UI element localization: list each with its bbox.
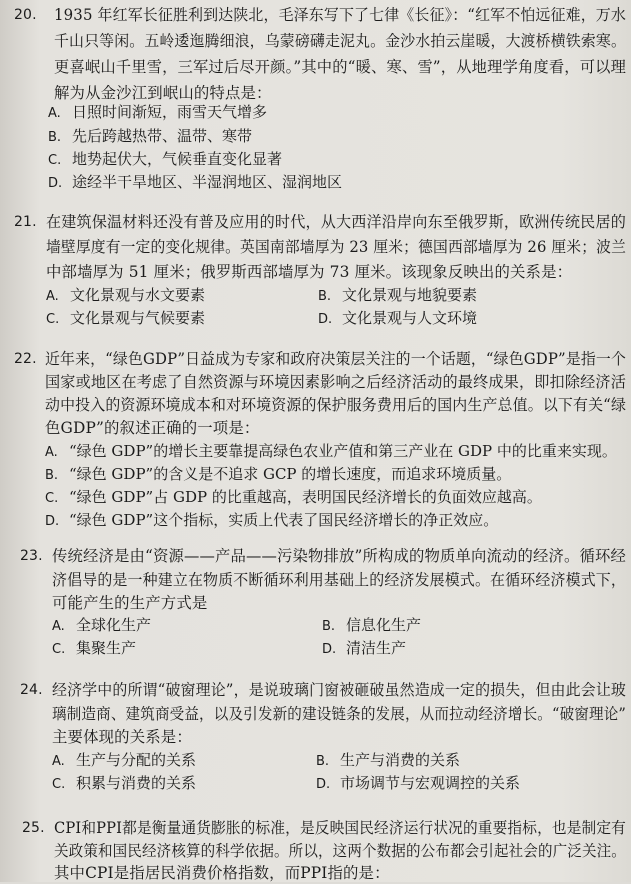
option-letter: B. — [48, 130, 62, 145]
option-letter: B. — [322, 619, 336, 634]
option-a — [45, 440, 617, 464]
option-c — [48, 148, 282, 172]
option-d — [318, 307, 477, 331]
option-b — [322, 614, 421, 638]
question-number: 20. — [14, 7, 37, 23]
option-a — [52, 749, 196, 773]
option-text: 集聚生产 — [76, 639, 137, 657]
option-text: 市场调节与宏观调控的关系 — [340, 774, 521, 792]
option-letter: A. — [48, 106, 61, 121]
question-number: 25. — [22, 820, 45, 836]
option-letter: A. — [52, 754, 65, 769]
question-text-line: 济倡导的是一种建立在物质不断循环利用基础上的经济发展模式。在循环经济模式下， — [52, 571, 627, 589]
option-a — [46, 284, 205, 308]
option-text: 生产与分配的关系 — [76, 751, 197, 769]
option-text: “绿色 GDP”占 GDP 的比重越高，表明国民经济增长的负面效应越高。 — [69, 488, 542, 506]
option-letter: C. — [48, 153, 62, 168]
option-d — [45, 509, 498, 533]
option-text: 文化景观与气候要素 — [70, 309, 206, 327]
option-a — [48, 101, 267, 125]
question-text-line: 近年来，“绿色GDP”日益成为专家和政府决策层关注的一个话题，“绿色GDP”是指一个 — [45, 350, 626, 368]
option-text: “绿色 GDP”的含义是不追求 GCP 的增长速度，而追求环境质量。 — [69, 465, 512, 483]
question-text-line: 其中CPI是指居民消费价格指数，而PPI指的是： — [54, 864, 390, 882]
question-number: 23. — [20, 548, 43, 564]
option-letter: A. — [46, 289, 59, 304]
option-d — [322, 637, 406, 661]
question-text-line: 可能产生的生产方式是 — [52, 594, 208, 612]
option-text: 积累与消费的关系 — [76, 774, 197, 792]
question-text-line: 关政策和国民经济核算的科学依据。所以，这两个数据的公布都会引起社会的广泛关注。 — [54, 842, 626, 860]
option-text: “绿色 GDP”这个指标，实质上代表了国民经济增长的净正效应。 — [69, 511, 499, 529]
question-text-line: 解为从金沙江到岷山的特点是： — [54, 84, 272, 102]
option-letter: B. — [316, 754, 330, 769]
question-text-line: 主要体现的关系是： — [52, 728, 192, 746]
question-text-line: 千山只等闲。五岭逶迤腾细浪，乌蒙磅礴走泥丸。金沙水拍云崖暖，大渡桥横铁索寒。 — [54, 32, 627, 50]
option-text: 文化景观与人文环境 — [342, 309, 478, 327]
option-letter: A. — [52, 619, 65, 634]
question-text-line: 在建筑保温材料还没有普及应用的时代，从大西洋沿岸向东至俄罗斯，欧洲传统民居的 — [46, 213, 626, 231]
option-letter: D. — [45, 514, 60, 529]
option-letter: B. — [45, 468, 59, 483]
option-b — [318, 284, 477, 308]
option-text: 途经半干旱地区、半湿润地区、湿润地区 — [72, 173, 343, 191]
question-text-line: 国家或地区在考虑了自然资源与环境因素影响之后经济活动的最终成果，即扣除经济活 — [45, 373, 626, 391]
question-text-line: 墙壁厚度有一定的变化规律。英国南部墙厚为 23 厘米；德国西部墙厚为 26 厘米；波兰 — [46, 238, 627, 256]
question-text-line: 更喜岷山千里雪，三军过后尽开颜。”其中的“暖、寒、雪”，从地理学角度看，可以理 — [54, 58, 627, 76]
option-text: 文化景观与水文要素 — [70, 286, 206, 304]
option-c — [46, 307, 205, 331]
option-text: 日照时间渐短，雨雪天气增多 — [72, 103, 268, 121]
option-letter: A. — [45, 445, 58, 460]
option-letter: B. — [318, 289, 332, 304]
option-text: 信息化生产 — [346, 616, 422, 634]
question-text-line: 色GDP”的叙述正确的一项是： — [45, 419, 260, 437]
option-letter: C. — [52, 777, 66, 792]
question-text-line: CPI和PPI都是衡量通货膨胀的标准，是反映国民经济运行状况的重要指标，也是制定有 — [54, 819, 626, 837]
option-d — [48, 171, 342, 195]
option-d — [316, 772, 520, 796]
option-letter: D. — [322, 642, 337, 657]
question-number: 22. — [14, 351, 37, 367]
question-text-line: 1935 年红军长征胜利到达陕北，毛泽东写下了七律《长征》：“红军不怕远征难，万水 — [54, 6, 626, 24]
option-b — [316, 749, 460, 773]
option-text: “绿色 GDP”的增长主要靠提高绿色农业产值和第三产业在 GDP 中的比重来实现。 — [69, 442, 617, 460]
question-text-line: 传统经济是由“资源——产品——污染物排放”所构成的物质单向流动的经济。循环经 — [52, 547, 627, 565]
option-text: 地势起伏大，气候垂直变化显著 — [72, 150, 283, 168]
question-text-line: 动中投入的资源环境成本和对环境资源的保护服务费用后的国内生产总值。以下有关“绿 — [45, 396, 627, 414]
option-text: 先后跨越热带、温带、寒带 — [72, 127, 253, 145]
option-text: 全球化生产 — [76, 616, 152, 634]
question-text-line: 璃制造商、建筑商受益，以及引发新的建设链条的发展，从而拉动经济增长。“破窗理论” — [52, 705, 627, 723]
option-c — [45, 486, 542, 510]
option-b — [45, 463, 511, 487]
question-number: 24. — [20, 682, 43, 698]
option-letter: D. — [318, 312, 333, 327]
option-letter: D. — [48, 176, 63, 191]
option-text: 生产与消费的关系 — [340, 751, 461, 769]
option-c — [52, 772, 196, 796]
question-text-line: 中部墙厚为 51 厘米；俄罗斯西部墙厚为 73 厘米。该现象反映出的关系是： — [46, 263, 573, 281]
option-letter: C. — [45, 491, 59, 506]
option-text: 文化景观与地貌要素 — [342, 286, 478, 304]
question-number: 21. — [14, 214, 37, 230]
option-letter: D. — [316, 777, 331, 792]
option-text: 清洁生产 — [346, 639, 407, 657]
option-c — [52, 637, 136, 661]
question-text-line: 经济学中的所谓“破窗理论”，是说玻璃门窗被砸破虽然造成一定的损失，但由此会让玻 — [52, 681, 627, 699]
option-letter: C. — [52, 642, 66, 657]
option-b — [48, 125, 252, 149]
option-a — [52, 614, 151, 638]
option-letter: C. — [46, 312, 60, 327]
